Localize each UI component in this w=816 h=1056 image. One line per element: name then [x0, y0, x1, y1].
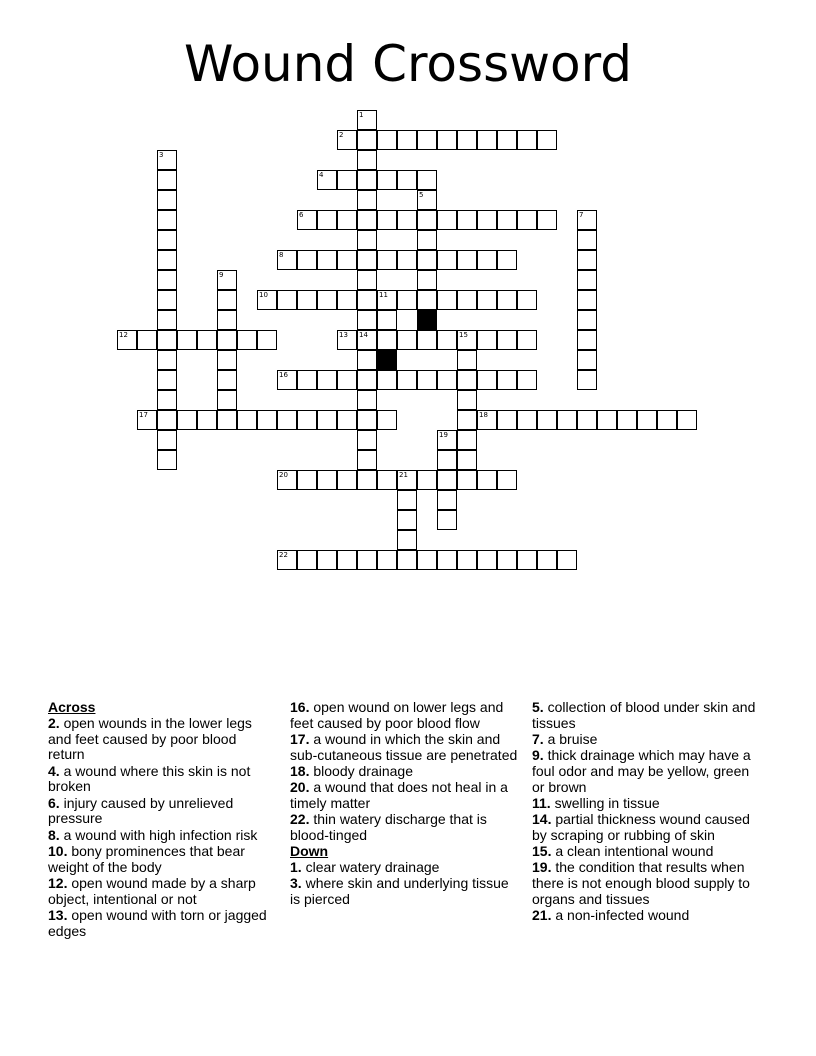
grid-cell[interactable] — [417, 270, 437, 290]
grid-cell[interactable] — [397, 470, 417, 490]
grid-cell[interactable] — [157, 430, 177, 450]
grid-cell[interactable] — [357, 290, 377, 310]
grid-cell[interactable] — [557, 550, 577, 570]
grid-cell[interactable] — [317, 550, 337, 570]
grid-cell[interactable] — [277, 470, 297, 490]
grid-cell[interactable] — [277, 290, 297, 310]
clue-across-8: 8. a wound with high infection risk — [48, 826, 258, 843]
grid-cell[interactable] — [397, 330, 417, 350]
clue-number: 12 — [119, 331, 128, 339]
grid-cell[interactable] — [357, 230, 377, 250]
grid-cell[interactable] — [297, 370, 317, 390]
grid-cell[interactable] — [377, 470, 397, 490]
grid-cell[interactable] — [357, 390, 377, 410]
grid-cell[interactable] — [677, 410, 697, 430]
grid-cell[interactable] — [457, 470, 477, 490]
clue-number: 3 — [159, 151, 164, 159]
grid-cell[interactable] — [157, 270, 177, 290]
grid-cell[interactable] — [517, 130, 537, 150]
grid-cell[interactable] — [417, 230, 437, 250]
clue-number: 19 — [439, 431, 448, 439]
grid-cell[interactable] — [317, 290, 337, 310]
grid-cell[interactable] — [537, 210, 557, 230]
clue-number: 5 — [419, 191, 424, 199]
clue-down-1: 1. clear watery drainage — [290, 858, 440, 875]
clue-across-6: 6. injury caused by unrelieved pressure — [48, 794, 234, 827]
grid-cell[interactable] — [157, 310, 177, 330]
grid-cell[interactable] — [577, 290, 597, 310]
grid-cell[interactable] — [157, 370, 177, 390]
grid-cell[interactable] — [377, 370, 397, 390]
grid-cell[interactable] — [377, 310, 397, 330]
grid-cell[interactable] — [337, 410, 357, 430]
clue-down-21: 21. a non-infected wound — [532, 907, 690, 924]
grid-cell[interactable] — [457, 390, 477, 410]
grid-cell[interactable] — [157, 230, 177, 250]
grid-cell[interactable] — [317, 370, 337, 390]
grid-cell[interactable] — [217, 310, 237, 330]
grid-cell[interactable] — [437, 370, 457, 390]
clue-down-14: 14. partial thickness wound caused by scraping or rubbing of skin — [532, 811, 750, 843]
grid-cell[interactable] — [437, 290, 457, 310]
grid-cell[interactable] — [357, 370, 377, 390]
grid-cell[interactable] — [237, 410, 257, 430]
clue-column-3 — [532, 700, 760, 924]
grid-cell[interactable] — [357, 450, 377, 470]
page-title: Wound Crossword — [183, 35, 633, 93]
clue-column-1 — [48, 700, 276, 940]
grid-cell[interactable] — [457, 550, 477, 570]
grid-cell[interactable] — [337, 370, 357, 390]
grid-cell[interactable] — [477, 330, 497, 350]
grid-cell[interactable] — [277, 370, 297, 390]
grid-cell[interactable] — [177, 410, 197, 430]
clue-down-5: 5. collection of blood under skin and tissues — [532, 699, 756, 731]
grid-cell[interactable] — [477, 130, 497, 150]
grid-cell[interactable] — [157, 250, 177, 270]
grid-cell[interactable] — [377, 550, 397, 570]
grid-cell[interactable] — [577, 230, 597, 250]
grid-cell[interactable] — [377, 210, 397, 230]
down-heading: Down — [290, 843, 329, 860]
grid-cell[interactable] — [517, 370, 537, 390]
grid-cell[interactable] — [417, 170, 437, 190]
grid-cell[interactable] — [377, 330, 397, 350]
grid-cell[interactable] — [597, 410, 617, 430]
grid-cell[interactable] — [437, 450, 457, 470]
grid-cell[interactable] — [337, 470, 357, 490]
grid-cell[interactable] — [417, 330, 437, 350]
grid-cell[interactable] — [217, 410, 237, 430]
grid-cell[interactable] — [157, 290, 177, 310]
grid-cell[interactable] — [477, 210, 497, 230]
grid-cell[interactable] — [497, 210, 517, 230]
grid-cell[interactable] — [457, 450, 477, 470]
grid-cell[interactable] — [537, 550, 557, 570]
grid-cell[interactable] — [397, 210, 417, 230]
grid-cell[interactable] — [457, 370, 477, 390]
grid-cell[interactable] — [517, 290, 537, 310]
grid-cell[interactable] — [477, 250, 497, 270]
grid-cell[interactable] — [377, 130, 397, 150]
grid-cell[interactable] — [257, 330, 277, 350]
grid-cell[interactable] — [477, 370, 497, 390]
clue-across-20: 20. a wound that does not heal in a timely matter — [290, 779, 508, 811]
grid-cell[interactable] — [217, 370, 237, 390]
grid-cell[interactable] — [397, 370, 417, 390]
grid-cell[interactable] — [137, 410, 157, 430]
grid-cell[interactable] — [297, 250, 317, 270]
grid-cell[interactable] — [217, 270, 237, 290]
clue-across-13: 13. open wound with torn or jagged edges — [48, 906, 267, 939]
grid-cell[interactable] — [357, 110, 377, 130]
grid-cell[interactable] — [457, 290, 477, 310]
grid-cell[interactable] — [217, 350, 237, 370]
grid-cell[interactable] — [497, 410, 517, 430]
clue-across-17: 17. a wound in which the skin and sub-cutaneous tissue are penetrated — [290, 730, 518, 763]
clue-across-2: 2. open wounds in the lower legs and feet caused by poor blood return — [48, 714, 252, 763]
clue-number: 11 — [379, 291, 388, 299]
grid-cell[interactable] — [357, 410, 377, 430]
clue-across-10: 10. bony prominences that bear weight of the body — [48, 842, 245, 875]
grid-cell[interactable] — [357, 150, 377, 170]
grid-cell[interactable] — [217, 290, 237, 310]
clue-number: 17 — [139, 411, 148, 419]
grid-cell[interactable] — [217, 330, 237, 350]
grid-cell[interactable] — [437, 490, 457, 510]
grid-cell[interactable] — [357, 310, 377, 330]
grid-cell[interactable] — [517, 210, 537, 230]
grid-cell[interactable] — [457, 250, 477, 270]
grid-cell[interactable] — [357, 430, 377, 450]
grid-cell[interactable] — [577, 410, 597, 430]
grid-cell[interactable] — [357, 190, 377, 210]
grid-cell[interactable] — [357, 550, 377, 570]
clue-number: 10 — [259, 291, 268, 299]
grid-cell[interactable] — [357, 470, 377, 490]
grid-cell[interactable] — [397, 290, 417, 310]
grid-cell[interactable] — [377, 250, 397, 270]
grid-cell[interactable] — [217, 390, 237, 410]
clue-number: 9 — [219, 271, 224, 279]
grid-cell[interactable] — [337, 130, 357, 150]
grid-cell[interactable] — [577, 330, 597, 350]
grid-cell[interactable] — [197, 410, 217, 430]
grid-cell[interactable] — [577, 250, 597, 270]
grid-cell[interactable] — [577, 350, 597, 370]
grid-cell[interactable] — [457, 130, 477, 150]
grid-cell[interactable] — [257, 410, 277, 430]
grid-cell[interactable] — [617, 410, 637, 430]
grid-cell[interactable] — [297, 410, 317, 430]
grid-cell[interactable] — [397, 130, 417, 150]
clue-number: 15 — [459, 331, 468, 339]
grid-cell[interactable] — [477, 290, 497, 310]
grid-cell[interactable] — [377, 170, 397, 190]
grid-cell[interactable] — [417, 470, 437, 490]
grid-cell[interactable] — [277, 550, 297, 570]
grid-cell[interactable] — [277, 410, 297, 430]
grid-cell[interactable] — [157, 210, 177, 230]
grid-cell[interactable] — [357, 170, 377, 190]
grid-cell[interactable] — [157, 170, 177, 190]
grid-cell[interactable] — [357, 330, 377, 350]
grid-cell[interactable] — [477, 410, 497, 430]
grid-cell[interactable] — [497, 470, 517, 490]
grid-cell[interactable] — [417, 250, 437, 270]
clue-across-12: 12. open wound made by a sharp object, intentional or not — [48, 874, 256, 907]
clue-number: 18 — [479, 411, 488, 419]
grid-cell[interactable] — [117, 330, 137, 350]
grid-cell[interactable] — [377, 410, 397, 430]
grid-cell[interactable] — [657, 410, 677, 430]
grid-cell[interactable] — [197, 330, 217, 350]
grid-cell[interactable] — [437, 330, 457, 350]
grid-cell[interactable] — [337, 330, 357, 350]
grid-cell[interactable] — [397, 170, 417, 190]
clue-down-9: 9. thick drainage which may have a foul odor and may be yellow, green or brown — [532, 747, 751, 795]
grid-cell[interactable] — [577, 270, 597, 290]
grid-cell[interactable] — [357, 270, 377, 290]
grid-cell[interactable] — [157, 410, 177, 430]
grid-cell[interactable] — [437, 550, 457, 570]
grid-cell[interactable] — [417, 130, 437, 150]
grid-cell[interactable] — [497, 330, 517, 350]
grid-cell[interactable] — [577, 210, 597, 230]
grid-cell[interactable] — [417, 370, 437, 390]
grid-cell[interactable] — [397, 530, 417, 550]
grid-cell[interactable] — [277, 250, 297, 270]
grid-cell[interactable] — [437, 510, 457, 530]
grid-cell[interactable] — [317, 470, 337, 490]
grid-cell[interactable] — [537, 130, 557, 150]
grid-cell[interactable] — [297, 550, 317, 570]
grid-cell[interactable] — [517, 550, 537, 570]
clue-across-22: 22. thin watery discharge that is blood-tinged — [290, 811, 487, 843]
grid-cell[interactable] — [297, 470, 317, 490]
grid-cell[interactable] — [457, 350, 477, 370]
grid-cell[interactable] — [437, 250, 457, 270]
grid-cell[interactable] — [637, 410, 657, 430]
grid-cell[interactable] — [337, 170, 357, 190]
grid-cell[interactable] — [457, 410, 477, 430]
grid-cell[interactable] — [497, 370, 517, 390]
clue-column-2 — [290, 700, 518, 908]
grid-cell[interactable] — [397, 250, 417, 270]
clue-down-11: 11. swelling in tissue — [532, 794, 660, 811]
grid-cell[interactable] — [417, 290, 437, 310]
clue-across-18: 18. bloody drainage — [290, 762, 413, 779]
grid-cell[interactable] — [457, 430, 477, 450]
clue-down-3: 3. where skin and underlying tissue is pierced — [290, 875, 509, 907]
grid-cell[interactable] — [437, 470, 457, 490]
clue-across-4: 4. a wound where this skin is not broken — [48, 762, 251, 795]
clue-number: 2 — [339, 131, 344, 139]
grid-cell[interactable] — [237, 330, 257, 350]
grid-cell[interactable] — [317, 410, 337, 430]
grid-cell[interactable] — [457, 330, 477, 350]
grid-cell[interactable] — [357, 250, 377, 270]
grid-cell[interactable] — [517, 410, 537, 430]
grid-cell[interactable] — [157, 450, 177, 470]
grid-cell[interactable] — [477, 470, 497, 490]
grid-cell[interactable] — [337, 210, 357, 230]
grid-cell[interactable] — [357, 130, 377, 150]
clue-across-16: 16. open wound on lower legs and feet caused by poor blood flow — [290, 699, 504, 731]
clue-down-7: 7. a bruise — [532, 730, 598, 747]
grid-cell[interactable] — [457, 210, 477, 230]
grid-cell[interactable] — [357, 210, 377, 230]
clue-number: 14 — [359, 331, 368, 339]
grid-cell[interactable] — [417, 210, 437, 230]
grid-cell[interactable] — [417, 190, 437, 210]
clue-down-19: 19. the condition that results when there is not enough blood supply to organs and tissues — [532, 859, 750, 907]
grid-cell[interactable] — [297, 210, 317, 230]
grid-cell[interactable] — [437, 430, 457, 450]
clue-number: 16 — [279, 371, 288, 379]
grid-cell[interactable] — [477, 550, 497, 570]
grid-cell[interactable] — [497, 290, 517, 310]
clue-number: 7 — [579, 211, 584, 219]
clue-number: 4 — [319, 171, 324, 179]
grid-cell[interactable] — [157, 150, 177, 170]
grid-cell[interactable] — [537, 410, 557, 430]
grid-cell[interactable] — [317, 170, 337, 190]
grid-cell[interactable] — [137, 330, 157, 350]
grid-cell[interactable] — [157, 390, 177, 410]
grid-cell[interactable] — [297, 290, 317, 310]
black-cell — [417, 310, 437, 330]
grid-cell[interactable] — [357, 350, 377, 370]
clue-down-15: 15. a clean intentional wound — [532, 843, 714, 860]
clue-number: 6 — [299, 211, 304, 219]
clue-number: 22 — [279, 551, 288, 559]
grid-cell[interactable] — [337, 550, 357, 570]
grid-cell[interactable] — [437, 210, 457, 230]
grid-cell[interactable] — [317, 210, 337, 230]
grid-cell[interactable] — [557, 410, 577, 430]
grid-cell[interactable] — [257, 290, 277, 310]
clue-number: 20 — [279, 471, 288, 479]
clue-number: 21 — [399, 471, 408, 479]
grid-cell[interactable] — [497, 130, 517, 150]
grid-cell[interactable] — [437, 130, 457, 150]
grid-cell[interactable] — [517, 330, 537, 350]
grid-cell[interactable] — [397, 550, 417, 570]
grid-cell[interactable] — [157, 190, 177, 210]
clue-number: 1 — [359, 111, 364, 119]
grid-cell[interactable] — [377, 290, 397, 310]
grid-cell[interactable] — [577, 310, 597, 330]
grid-cell[interactable] — [337, 250, 357, 270]
grid-cell[interactable] — [497, 250, 517, 270]
grid-cell[interactable] — [157, 330, 177, 350]
grid-cell[interactable] — [337, 290, 357, 310]
grid-cell[interactable] — [157, 350, 177, 370]
grid-cell[interactable] — [317, 250, 337, 270]
grid-cell[interactable] — [577, 370, 597, 390]
across-heading: Across — [48, 699, 96, 715]
grid-cell[interactable] — [417, 550, 437, 570]
grid-cell[interactable] — [397, 510, 417, 530]
black-cell — [377, 350, 397, 370]
clue-number: 8 — [279, 251, 284, 259]
grid-cell[interactable] — [397, 490, 417, 510]
grid-cell[interactable] — [497, 550, 517, 570]
clue-number: 13 — [339, 331, 348, 339]
grid-cell[interactable] — [177, 330, 197, 350]
